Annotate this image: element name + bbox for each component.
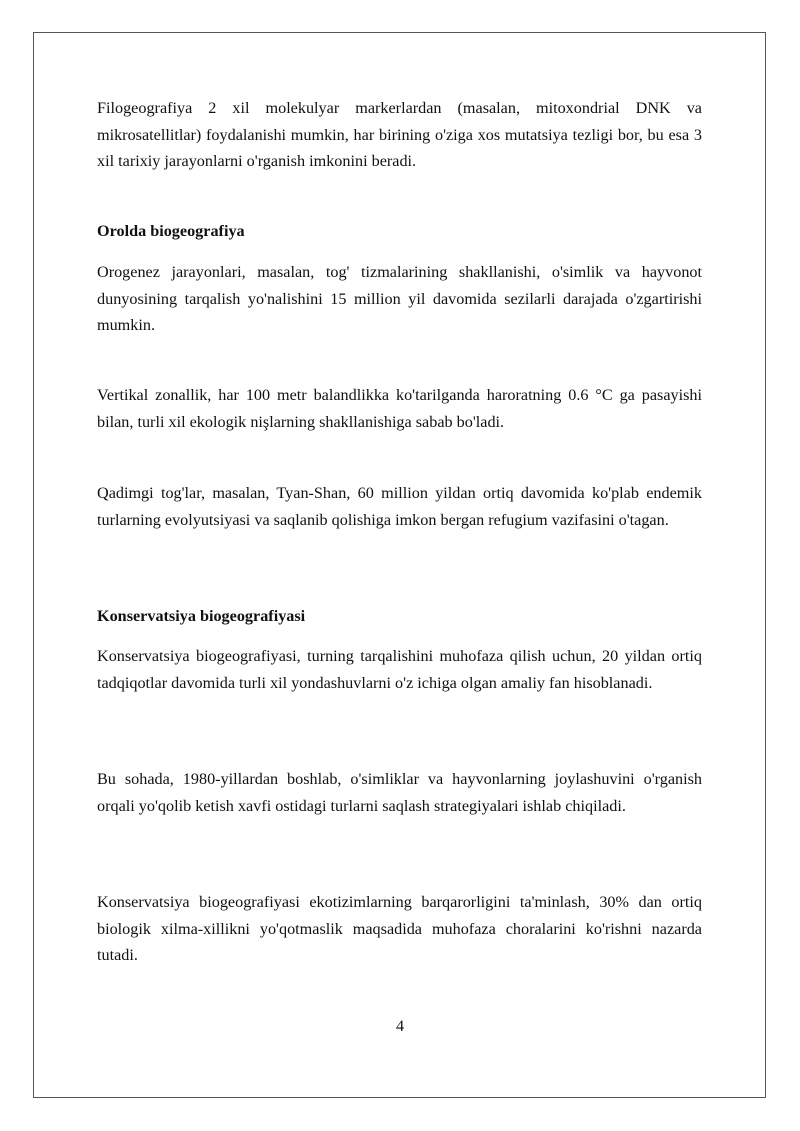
paragraph-qadimgi-toglar: Qadimgi tog'lar, masalan, Tyan-Shan, 60 million yildan ortiq davomida ko'plab endemik turlarning evolyutsiyasi va saqlanib qolishiga imkon bergan refugium vazifasini o'tagan. xyxy=(97,484,702,529)
paragraph-1980-yillardan: Bu sohada, 1980-yillardan boshlab, o'simliklar va hayvonlarning joylashuvini o'rganish orqali yo'qolib ketish xavfi ostidagi turlarni saqlash strategiyalari ishlab chiqiladi. xyxy=(97,770,702,815)
paragraph-vertikal-zonallik: Vertikal zonallik, har 100 metr balandlikka ko'tarilganda haroratning 0.6 °C ga pasayishi bilan, turli xil ekologik nişlarning shakllanishiga sabab bo'ladi. xyxy=(97,386,702,431)
paragraph-filogeografiya: Filogeografiya 2 xil molekulyar markerlardan (masalan, mitoxondrial DNK va mikrosatellitlar) foydalanishi mumkin, har birining o'ziga xos mutatsiya tezligi bor, bu esa 3 xil tarixiy jarayonlarni o'rganish imkonini beradi. xyxy=(97,99,702,170)
paragraph-ekotizimlar-barqarorligi: Konservatsiya biogeografiyasi ekotizimlarning barqarorligini ta'minlash, 30% dan ortiq biologik xilma-xillikni yo'qotmaslik maqsadida muhofaza choralarini ko'rishni nazarda tutadi. xyxy=(97,893,702,964)
heading-orolda-biogeografiya: Orolda biogeografiya xyxy=(97,222,245,240)
heading-konservatsiya-biogeografiyasi: Konservatsiya biogeografiyasi xyxy=(97,607,306,625)
paragraph-konservatsiya-amaliy-fan: Konservatsiya biogeografiyasi, turning tarqalishini muhofaza qilish uchun, 20 yildan ortiq tadqiqotlar davomida turli xil yondashuvlarni o'z ichiga olgan amaliy fan hisoblanadi. xyxy=(97,647,702,692)
page-number: 4 xyxy=(395,1017,405,1035)
paragraph-orogenez: Orogenez jarayonlari, masalan, tog' tizmalarining shakllanishi, o'simlik va hayvonot dunyosining tarqalish yo'nalishini 15 million yil davomida sezilarli darajada o'zgartirishi mumkin. xyxy=(97,263,702,334)
